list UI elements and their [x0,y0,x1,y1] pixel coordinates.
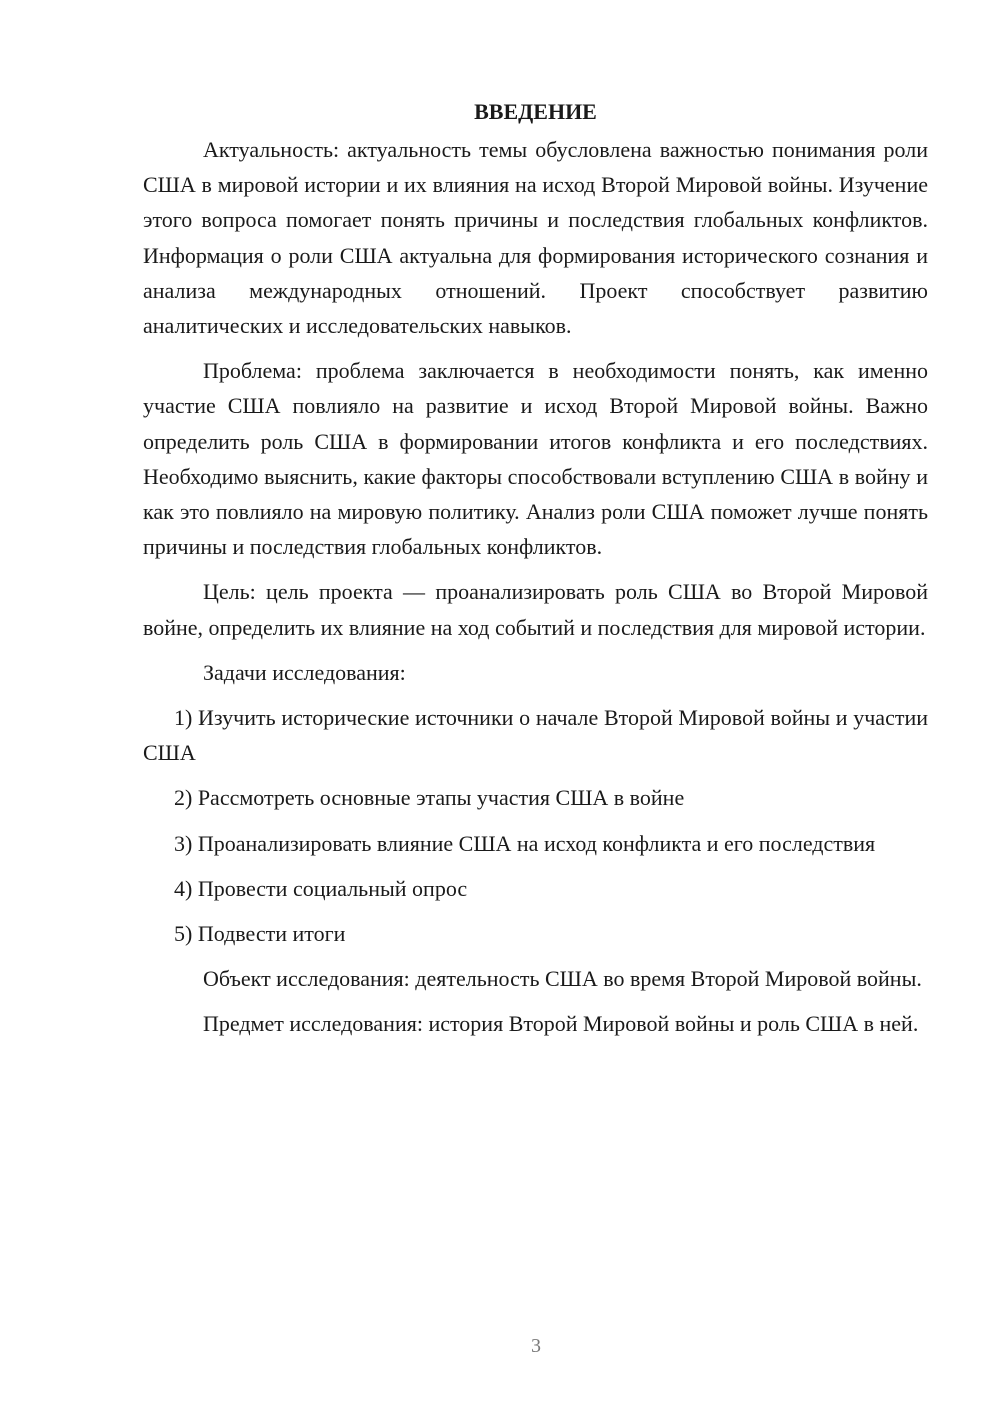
list-item: 1) Изучить исторические источники о начале Второй Мировой войны и участии США [143,705,928,766]
page-title: ВВЕДЕНИЕ [474,99,597,124]
relevance-paragraph: Актуальность: актуальность темы обусловлена важностью понимания роли США в мировой истории и их влияния на исход Второй Мировой войны. Изучение этого вопроса помогает понять причины и последствия глобальных конфликтов. Информация о роли США актуальна для формирования исторического сознания и анализа международных отношений. Проект способствует развитию аналитических и исследовательских навыков. [143,137,928,339]
list-item: 3) Проанализировать влияние США на исход конфликта и его последствия [174,830,876,856]
page-number: 3 [531,1335,541,1357]
subject-paragraph: Предмет исследования: история Второй Мировой войны и роль США в ней. [203,1011,919,1037]
tasks-list [143,700,928,951]
problem-paragraph: Проблема: проблема заключается в необходимости понять, как именно участие США повлияло на развитие и исход Второй Мировой войны. Важно определить роль США в формировании итогов конфликта и его последствиях. Необходимо выяснить, какие факторы способствовали вступлению США в войну и как это повлияло на мировую политику. Анализ роли США поможет лучше понять причины и последствия глобальных конфликтов. [143,358,928,560]
list-item: 4) Провести социальный опрос [174,875,468,901]
goal-paragraph: Цель: цель проекта — проанализировать роль США во Второй Мировой войне, определить их влияние на ход событий и последствия для мировой истории. [143,579,928,640]
list-item: 2) Рассмотреть основные этапы участия США в войне [174,785,685,811]
document-page [143,96,928,1042]
tasks-heading: Задачи исследования: [203,659,406,685]
object-paragraph: Объект исследования: деятельность США во время Второй Мировой войны. [203,966,922,992]
list-item: 5) Подвести итоги [174,921,346,947]
